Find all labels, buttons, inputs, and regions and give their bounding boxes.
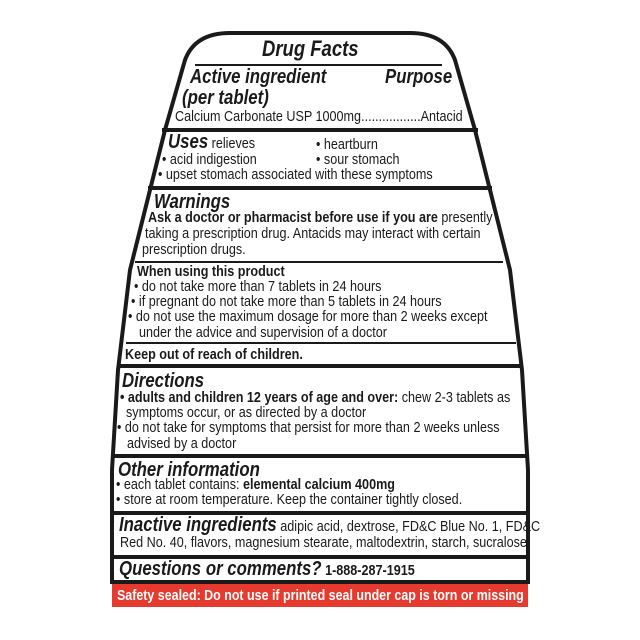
when-using-heading: When using this product	[137, 263, 285, 280]
inactive-text: adipic acid, dextrose, FD&C Blue No. 1, FD&C	[280, 518, 541, 535]
other-info-heading: Other information	[118, 459, 260, 481]
direction-rest: chew 2-3 tablets as	[401, 389, 511, 406]
keep-out-of-reach: Keep out of reach of children.	[125, 346, 303, 363]
inactive-text: Red No. 40, flavors, magnesium stearate, maltodextrin, starch, sucralose	[120, 534, 527, 551]
drug-facts-title: Drug Facts	[262, 36, 359, 61]
warning-ask-rest: presently	[441, 209, 493, 226]
inactive-line	[119, 514, 541, 536]
direction-item: symptoms occur, or as directed by a doctor	[126, 404, 367, 421]
when-using-item: • if pregnant do not take more than 5 tablets in 24 hours	[131, 293, 442, 310]
per-tablet-heading: (per tablet)	[182, 87, 269, 109]
active-ingredient-line	[175, 109, 463, 125]
other-info-bold: elemental calcium 400mg	[242, 476, 395, 493]
phone-number: 1-888-287-1915	[325, 562, 415, 579]
uses-intro: relieves	[211, 135, 256, 152]
direction-item: advised by a doctor	[127, 435, 237, 452]
use-item: • heartburn	[316, 136, 378, 153]
safety-seal-text: Safety sealed: Do not use if printed seal under cap is torn or missing	[116, 587, 524, 604]
divider	[162, 128, 478, 132]
ingredient: Calcium Carbonate USP 1000mg	[175, 108, 362, 125]
direction-bold: • adults and children 12 years of age and over:	[120, 389, 399, 406]
when-using-item: • do not use the maximum dosage for more than 2 weeks except	[128, 308, 488, 325]
warnings-heading: Warnings	[154, 191, 231, 213]
uses-heading: Uses	[168, 131, 209, 153]
inactive-heading: Inactive ingredients	[119, 514, 277, 536]
other-info-text: • each tablet contains:	[116, 476, 240, 493]
safety-seal-banner	[112, 584, 528, 607]
warning-ask-line	[148, 210, 493, 226]
questions-heading: Questions or comments?	[119, 558, 322, 580]
warning-ask-line: prescription drugs.	[142, 241, 246, 258]
active-ingredient-heading: Active ingredient	[190, 66, 327, 88]
warning-ask-line: taking a prescription drug. Antacids may interact with certain	[145, 225, 481, 242]
when-using-item: • do not take more than 7 tablets in 24 hours	[134, 278, 382, 295]
directions-heading: Directions	[122, 370, 205, 392]
use-item: • upset stomach associated with these symptoms	[158, 166, 433, 183]
divider	[117, 364, 523, 368]
divider	[112, 454, 528, 458]
questions-line	[119, 558, 415, 580]
warning-ask-bold: Ask a doctor or pharmacist before use if you are	[148, 209, 438, 226]
use-item: • acid indigestion	[162, 151, 257, 168]
direction-item: • do not take for symptoms that persist for more than 2 weeks unless	[117, 419, 500, 436]
divider	[148, 186, 492, 190]
leader-dots: .................	[361, 108, 421, 125]
when-using-item: under the advice and supervision of a doctor	[139, 324, 387, 341]
purpose-heading: Purpose	[385, 66, 453, 88]
use-item: • sour stomach	[316, 151, 400, 168]
other-info-item: • store at room temperature. Keep the container tightly closed.	[116, 491, 463, 508]
divider	[126, 342, 516, 344]
uses-line	[168, 131, 256, 153]
purpose: Antacid	[420, 108, 463, 125]
